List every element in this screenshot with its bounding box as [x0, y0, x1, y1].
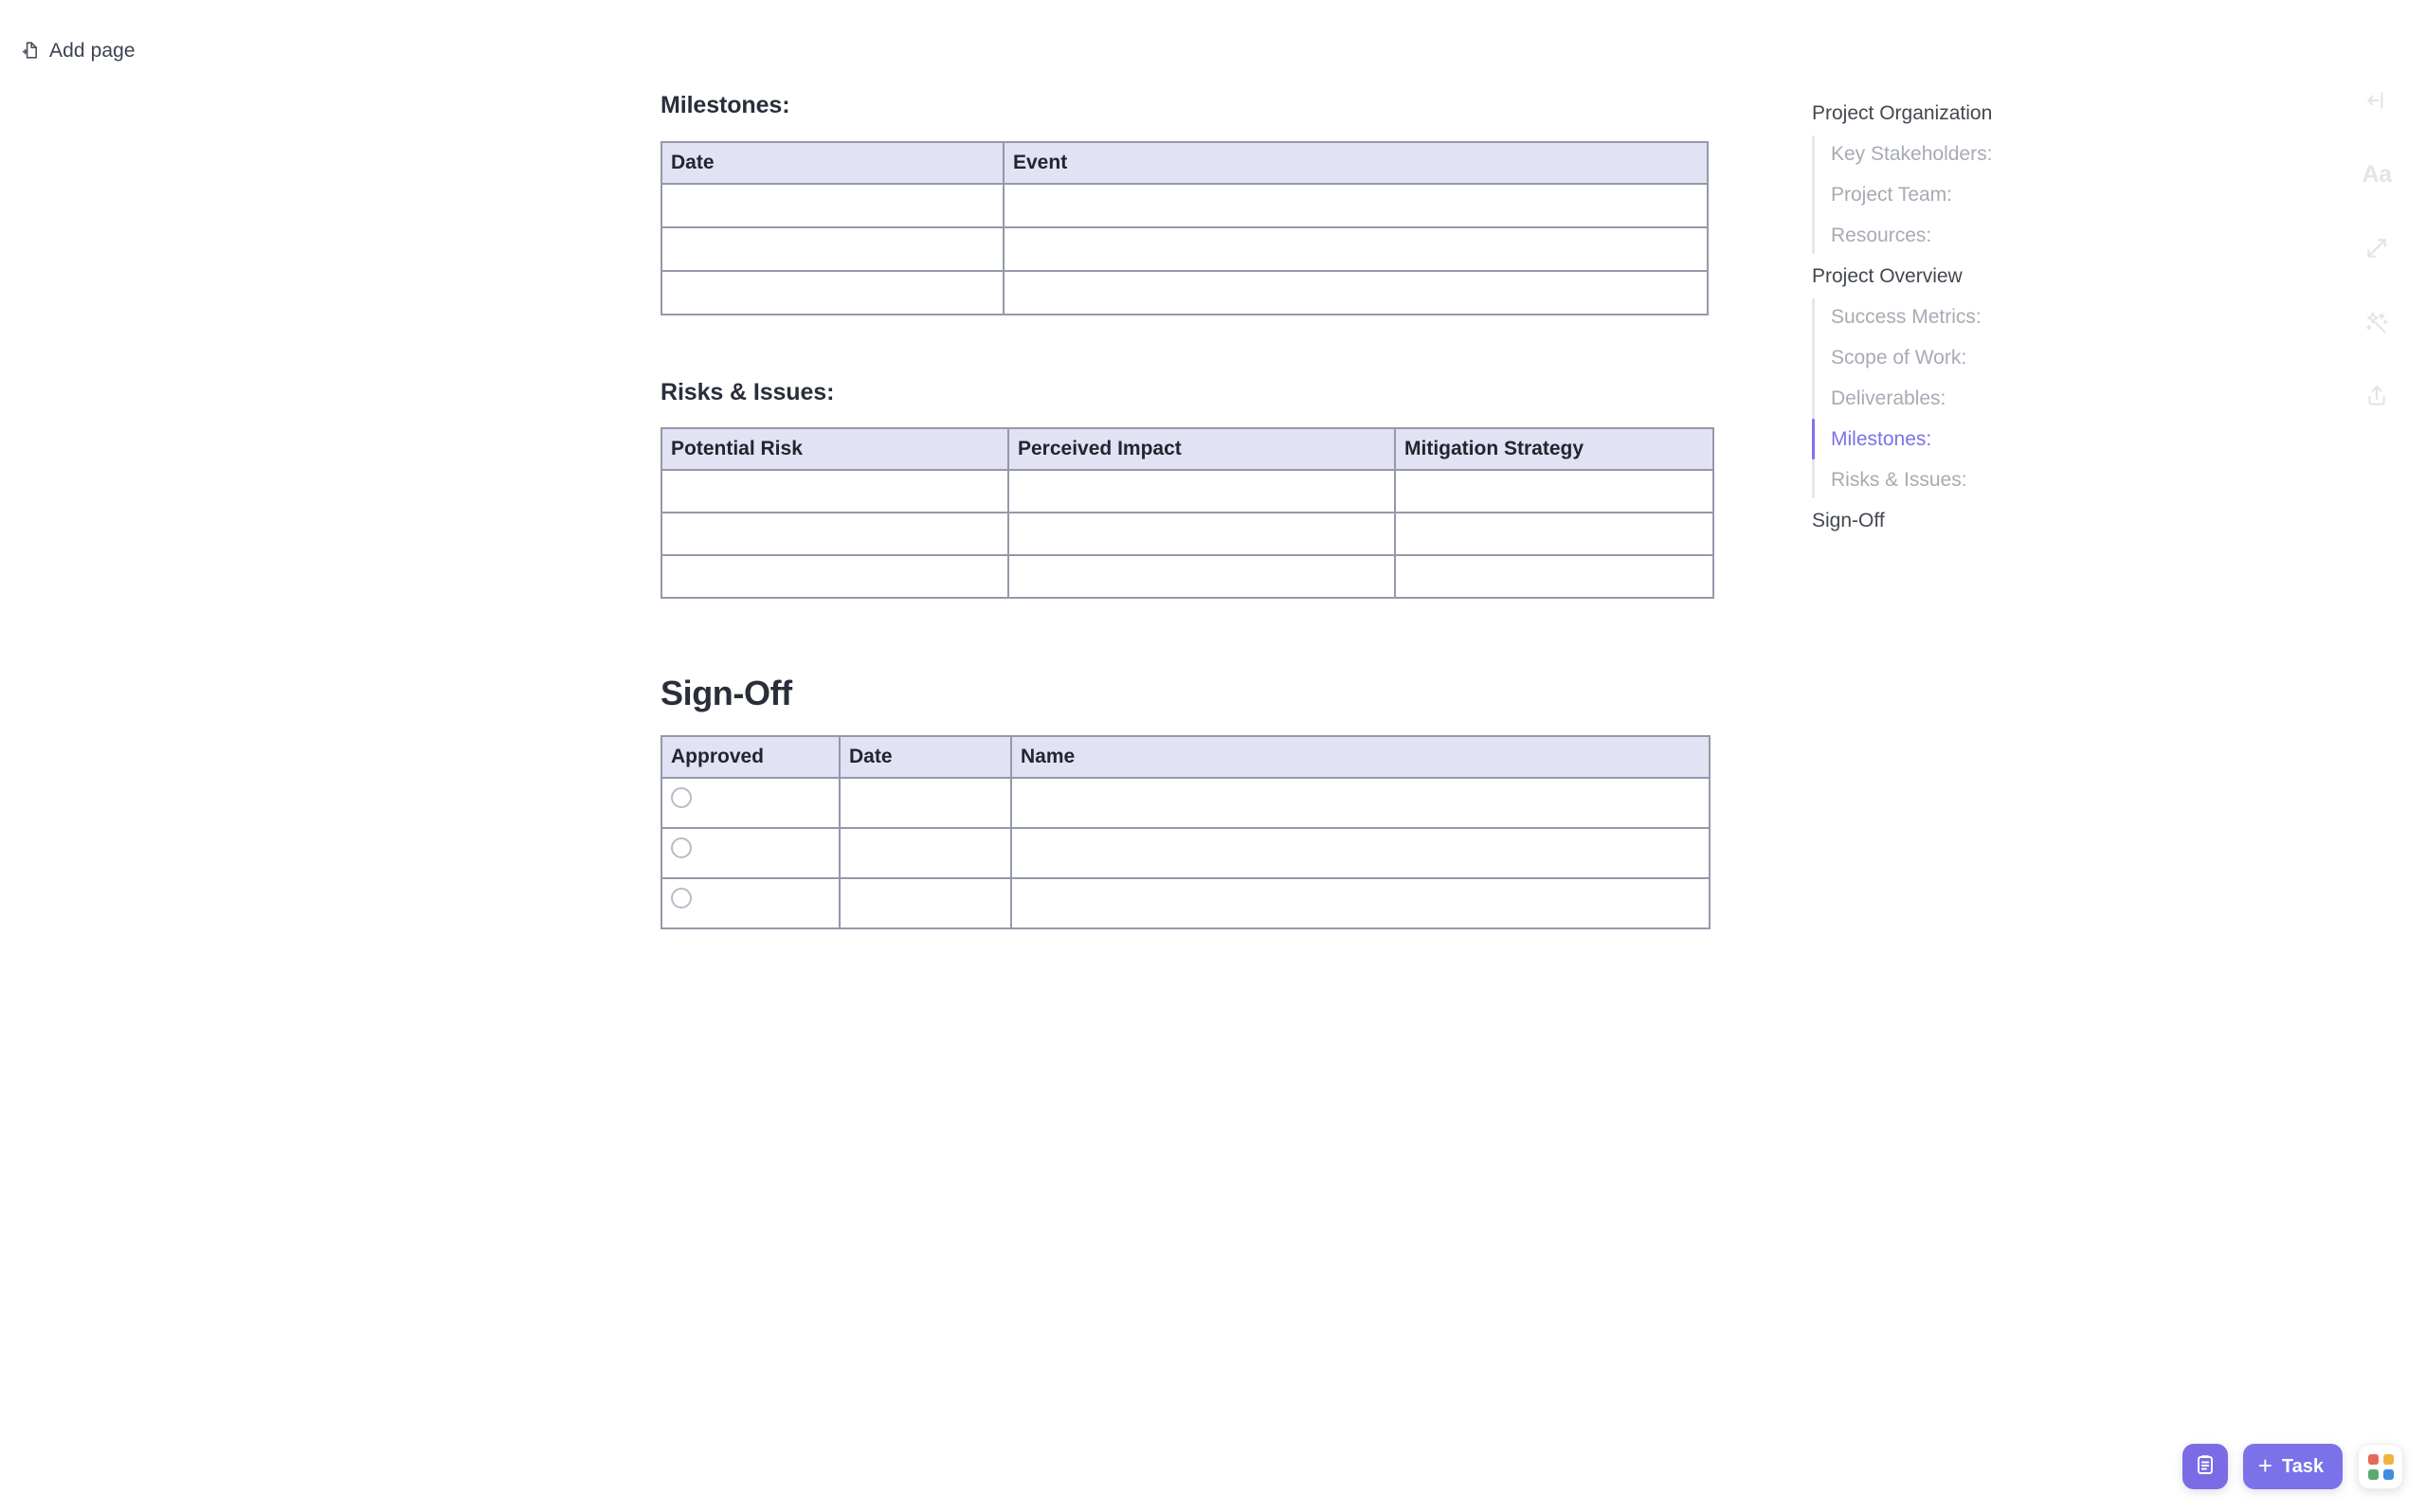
column-header-potential-risk[interactable]: Potential Risk — [661, 428, 1008, 470]
column-header-event[interactable]: Event — [1004, 142, 1708, 184]
apps-dot-red — [2368, 1454, 2379, 1465]
outline-heading-project-organization[interactable]: Project Organization — [1812, 102, 1993, 124]
table-header-row — [661, 736, 1710, 778]
font-size-icon: Aa — [2362, 160, 2392, 188]
apps-grid-icon — [2368, 1454, 2394, 1480]
apps-dot-yellow — [2383, 1454, 2394, 1465]
cell-approved[interactable] — [661, 878, 840, 928]
outline-item-scope-of-work[interactable]: Scope of Work: — [1831, 347, 1967, 369]
outline-item-risks-issues[interactable]: Risks & Issues: — [1831, 469, 1967, 491]
cell-perceived-impact[interactable] — [1008, 470, 1395, 513]
risks-issues-table[interactable] — [661, 427, 1714, 599]
document-outline — [1812, 93, 2210, 541]
cell-date[interactable] — [661, 184, 1004, 227]
outline-item-milestones[interactable]: Milestones: — [1831, 419, 2210, 459]
column-header-date[interactable]: Date — [661, 142, 1004, 184]
fullscreen-button[interactable] — [2356, 227, 2398, 269]
outline-item-success-metrics[interactable]: Success Metrics: — [1831, 306, 1982, 328]
cell-potential-risk[interactable] — [661, 470, 1008, 513]
outline-item-deliverables[interactable]: Deliverables: — [1831, 387, 1946, 409]
table-row[interactable] — [661, 878, 1710, 928]
cell-mitigation-strategy[interactable] — [1395, 513, 1713, 555]
outline-group-project-organization — [1812, 93, 2210, 256]
column-header-mitigation-strategy[interactable]: Mitigation Strategy — [1395, 428, 1713, 470]
table-row[interactable] — [661, 555, 1713, 598]
collapse-panel-button[interactable] — [2356, 80, 2398, 121]
cell-perceived-impact[interactable] — [1008, 555, 1395, 598]
heading-sign-off: Sign-Off — [661, 674, 792, 712]
cell-event[interactable] — [1004, 227, 1708, 271]
font-size-button[interactable] — [2356, 153, 2398, 195]
cell-mitigation-strategy[interactable] — [1395, 470, 1713, 513]
outline-group-sign-off — [1812, 500, 2210, 541]
column-header-approved[interactable]: Approved — [661, 736, 840, 778]
apps-dot-green — [2368, 1469, 2379, 1480]
cell-name[interactable] — [1011, 828, 1710, 878]
notepad-button[interactable] — [2182, 1444, 2228, 1489]
plus-icon: + — [2257, 1451, 2272, 1480]
cell-approved[interactable] — [661, 778, 840, 828]
approved-radio-icon[interactable] — [671, 787, 692, 808]
cell-date[interactable] — [661, 271, 1004, 315]
cell-event[interactable] — [1004, 271, 1708, 315]
cell-name[interactable] — [1011, 778, 1710, 828]
heading-risks-issues: Risks & Issues: — [661, 379, 835, 405]
magic-wand-ai-icon — [2364, 310, 2390, 335]
outline-heading-sign-off[interactable]: Sign-Off — [1812, 510, 1885, 531]
outline-children — [1812, 297, 2210, 500]
add-task-label: Task — [2281, 1455, 2324, 1477]
expand-fullscreen-icon — [2364, 236, 2389, 261]
column-header-date[interactable]: Date — [840, 736, 1011, 778]
cell-potential-risk[interactable] — [661, 513, 1008, 555]
collapse-panel-icon — [2364, 88, 2389, 113]
sign-off-table[interactable] — [661, 735, 1711, 929]
outline-children — [1812, 134, 2210, 256]
column-header-name[interactable]: Name — [1011, 736, 1710, 778]
outline-item-key-stakeholders[interactable]: Key Stakeholders: — [1831, 143, 1993, 165]
cell-approved[interactable] — [661, 828, 840, 878]
table-row[interactable] — [661, 828, 1710, 878]
add-page-label: Add page — [49, 39, 136, 62]
cell-date[interactable] — [661, 227, 1004, 271]
cell-name[interactable] — [1011, 878, 1710, 928]
apps-dot-blue — [2383, 1469, 2394, 1480]
column-header-perceived-impact[interactable]: Perceived Impact — [1008, 428, 1395, 470]
share-button[interactable] — [2356, 375, 2398, 417]
cell-perceived-impact[interactable] — [1008, 513, 1395, 555]
outline-group-project-overview — [1812, 256, 2210, 500]
floating-action-bar — [2182, 1444, 2403, 1489]
cell-event[interactable] — [1004, 184, 1708, 227]
cell-potential-risk[interactable] — [661, 555, 1008, 598]
approved-radio-icon[interactable] — [671, 888, 692, 909]
cell-date[interactable] — [840, 878, 1011, 928]
right-icon-rail — [2350, 80, 2403, 417]
table-row[interactable] — [661, 271, 1708, 315]
milestones-table[interactable] — [661, 141, 1709, 315]
outline-item-resources[interactable]: Resources: — [1831, 225, 1932, 246]
outline-heading-project-overview[interactable]: Project Overview — [1812, 265, 1963, 287]
share-upload-icon — [2364, 384, 2389, 408]
table-header-row — [661, 142, 1708, 184]
cell-date[interactable] — [840, 778, 1011, 828]
outline-item-project-team[interactable]: Project Team: — [1831, 184, 1952, 206]
table-row[interactable] — [661, 184, 1708, 227]
clipboard-doc-icon — [2194, 1453, 2217, 1481]
table-row[interactable] — [661, 778, 1710, 828]
table-header-row — [661, 428, 1713, 470]
heading-milestones: Milestones: — [661, 92, 790, 118]
table-row[interactable] — [661, 513, 1713, 555]
cell-mitigation-strategy[interactable] — [1395, 555, 1713, 598]
page-plus-icon — [19, 40, 40, 61]
cell-date[interactable] — [840, 828, 1011, 878]
add-task-button[interactable] — [2243, 1444, 2343, 1489]
table-row[interactable] — [661, 227, 1708, 271]
approved-radio-icon[interactable] — [671, 837, 692, 858]
table-row[interactable] — [661, 470, 1713, 513]
ai-assist-button[interactable] — [2356, 301, 2398, 343]
apps-launcher-button[interactable] — [2358, 1444, 2403, 1489]
add-page-button[interactable] — [19, 40, 136, 61]
